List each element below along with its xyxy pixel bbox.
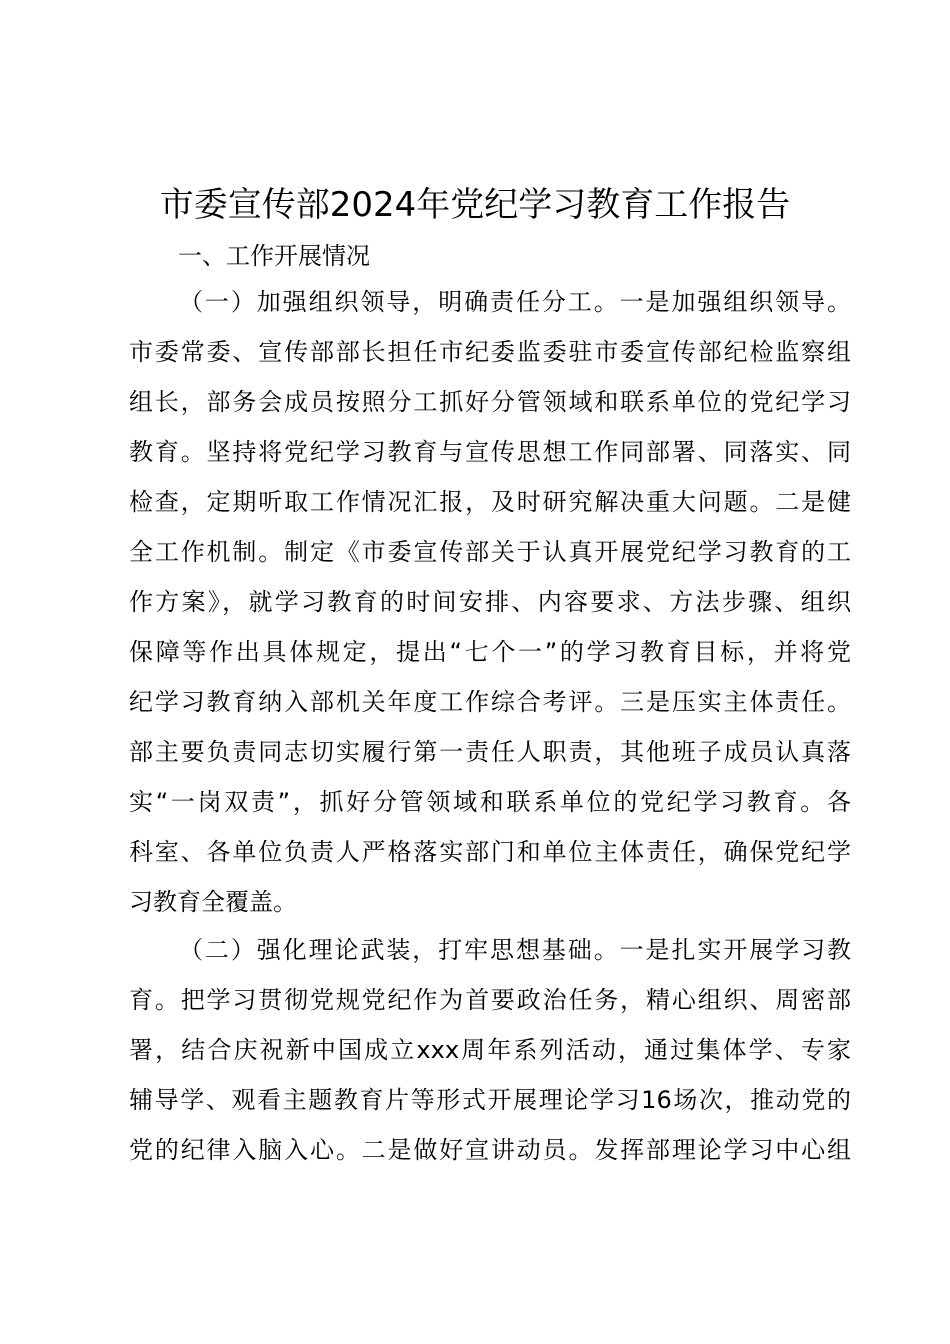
paragraph-line: 作方案》，就学习教育的时间安排、内容要求、方法步骤、组织 bbox=[129, 588, 851, 616]
paragraph-line: 教育。坚持将党纪学习教育与宣传思想工作同部署、同落实、同 bbox=[129, 438, 851, 466]
paragraph-line: （二）强化理论武装，打牢思想基础。一是扎实开展学习教 bbox=[179, 936, 851, 964]
paragraph-line: 检查，定期听取工作情况汇报，及时研究解决重大问题。二是健 bbox=[129, 488, 851, 516]
paragraph-line: 辅导学、观看主题教育片等形式开展理论学习16场次，推动党的 bbox=[129, 1086, 851, 1114]
paragraph-2 bbox=[129, 925, 851, 1175]
paragraph-line: 实“一岗双责”，抓好分管领域和联系单位的党纪学习教育。各 bbox=[129, 788, 851, 816]
paragraph-line: （一）加强组织领导，明确责任分工。一是加强组织领导。 bbox=[179, 288, 851, 316]
paragraph-line: 市委常委、宣传部部长担任市纪委监委驻市委宣传部纪检监察组 bbox=[129, 338, 851, 366]
paragraph-1 bbox=[129, 277, 851, 927]
paragraph-line: 纪学习教育纳入部机关年度工作综合考评。三是压实主体责任。 bbox=[129, 688, 851, 716]
paragraph-line: 科室、各单位负责人严格落实部门和单位主体责任，确保党纪学 bbox=[129, 838, 851, 866]
paragraph-line: 保障等作出具体规定，提出“七个一”的学习教育目标，并将党 bbox=[129, 638, 851, 666]
paragraph-line: 党的纪律入脑入心。二是做好宣讲动员。发挥部理论学习中心组 bbox=[129, 1136, 851, 1164]
paragraph-line: 组长，部务会成员按照分工抓好分管领域和联系单位的党纪学习 bbox=[129, 388, 851, 416]
section-heading: 一、工作开展情况 bbox=[178, 242, 370, 270]
paragraph-line: 育。把学习贯彻党规党纪作为首要政治任务，精心组织、周密部 bbox=[129, 986, 851, 1014]
document-title: 市委宣传部2024年党纪学习教育工作报告 bbox=[159, 185, 791, 225]
paragraph-line: 署，结合庆祝新中国成立xxx周年系列活动，通过集体学、专家 bbox=[129, 1036, 851, 1064]
paragraph-line: 习教育全覆盖。 bbox=[129, 888, 297, 916]
paragraph-line: 全工作机制。制定《市委宣传部关于认真开展党纪学习教育的工 bbox=[129, 538, 851, 566]
paragraph-line: 部主要负责同志切实履行第一责任人职责，其他班子成员认真落 bbox=[129, 738, 851, 766]
